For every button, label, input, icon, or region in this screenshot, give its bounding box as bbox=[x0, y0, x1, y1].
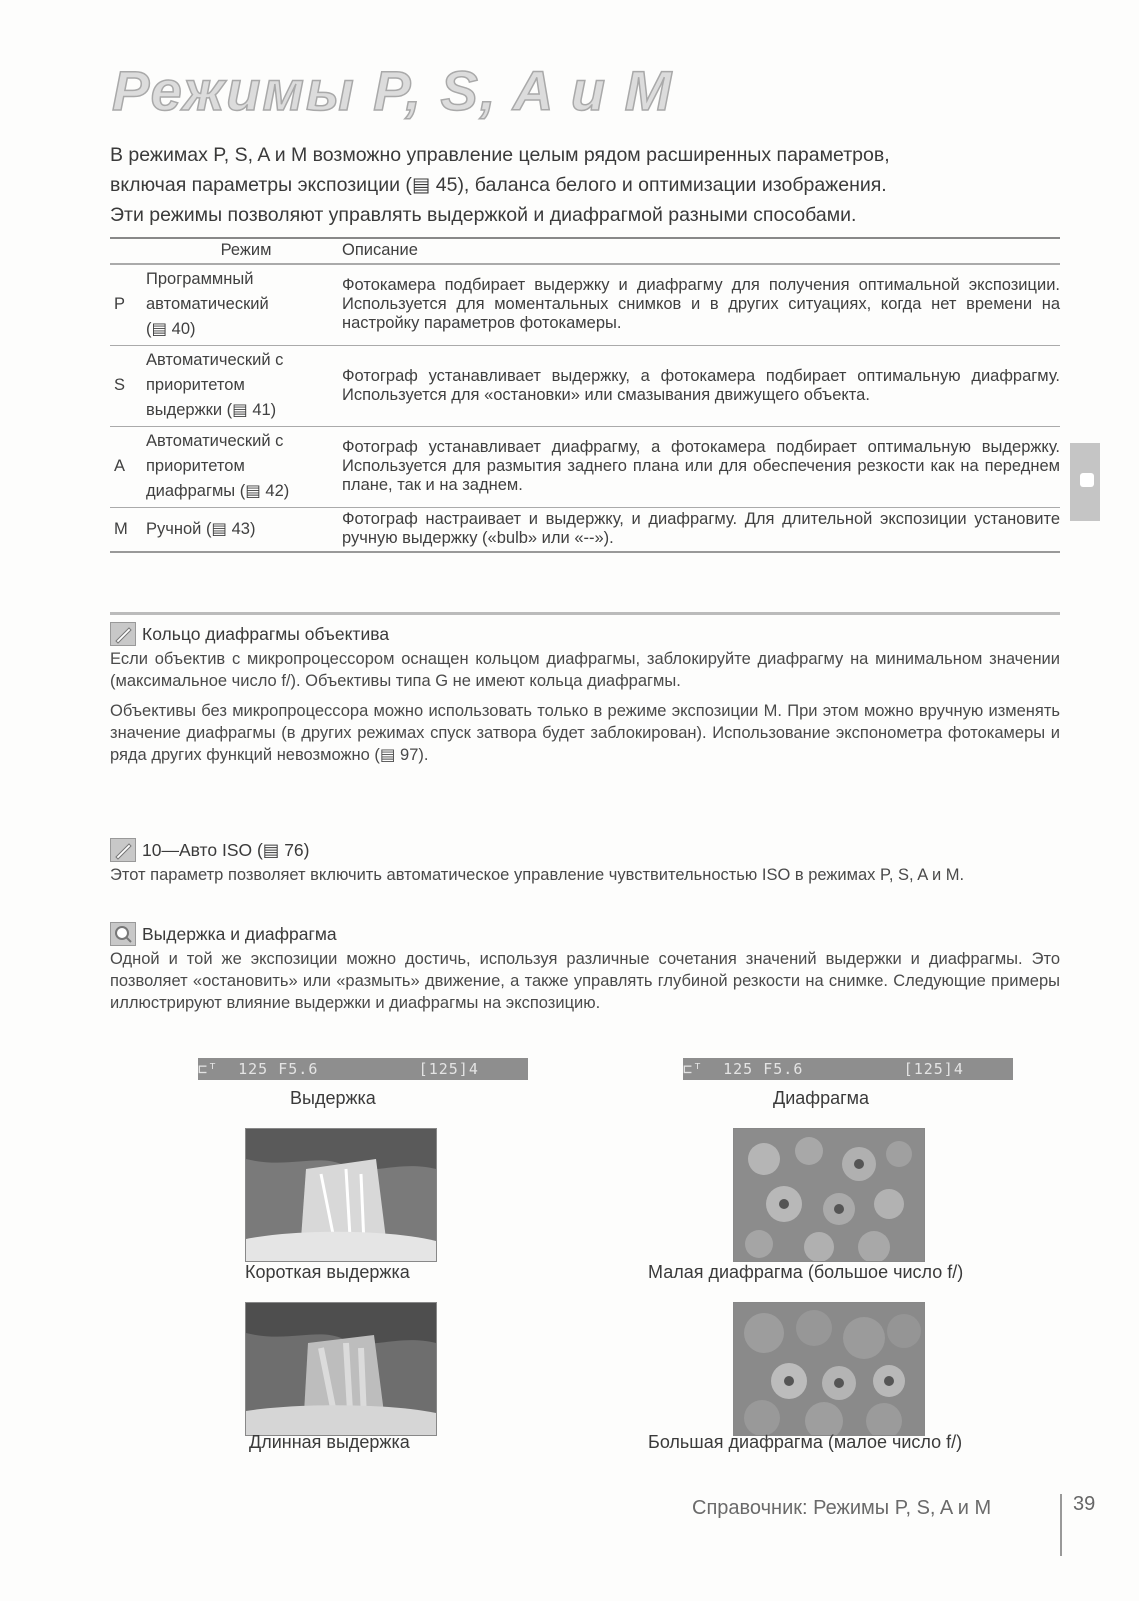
mode-description: Фотограф настраивает и выдержку, и диафрагму. Для длительной экспозиции установите ручную выдержку («bulb» или «--»). bbox=[342, 508, 1060, 553]
photo-large-aperture bbox=[733, 1302, 925, 1436]
column-header-mode: Режим bbox=[110, 238, 342, 264]
note-paragraph: Если объектив с микропроцессором оснащен кольцом диафрагмы, заблокируйте диафрагму на минимальном значении (максимальное число f/). Объективы типа G не имеют кольца диафрагмы. bbox=[110, 650, 1060, 690]
note-paragraph: Объективы без микропроцессора можно использовать только в режиме экспозиции M. При этом можно вручную изменять значение диафрагмы (в других режимах спуск затвора будет заблокирован). Использование экспонометра фотокамеры и ряда других функций невозможно (▤ 97). bbox=[110, 702, 1060, 764]
pencil-icon bbox=[110, 622, 136, 646]
intro-line: В режимах P, S, A и M возможно управление целым рядом расширенных параметров, bbox=[110, 144, 890, 166]
footer-section-title: Справочник: Режимы P, S, A и M bbox=[692, 1497, 992, 1519]
page-number: 39 bbox=[1073, 1493, 1096, 1515]
intro-line: включая параметры экспозиции (▤ 45), баланса белого и оптимизации изображения. bbox=[110, 174, 887, 196]
viewfinder-display-aperture: ⊏ᵀ 125 F5.6 [125]4 bbox=[683, 1058, 1013, 1080]
table-row bbox=[110, 264, 1060, 346]
caption-small-aperture: Малая диафрагма (большое число f/) bbox=[648, 1262, 964, 1282]
modes-table bbox=[110, 237, 1060, 553]
mode-letter: M bbox=[110, 508, 146, 553]
camera-icon bbox=[1080, 473, 1094, 487]
mode-name: Программный автоматический (▤ 40) bbox=[146, 264, 342, 346]
caption-short-shutter: Короткая выдержка bbox=[245, 1262, 410, 1282]
mode-name: Автоматический с приоритетом диафрагмы (▤ 42) bbox=[146, 427, 342, 508]
mode-letter: A bbox=[110, 427, 146, 508]
photo-small-aperture bbox=[733, 1128, 925, 1262]
note-heading bbox=[110, 838, 1060, 862]
shutter-column-label: Выдержка bbox=[290, 1088, 376, 1108]
note-heading-text: Выдержка и диафрагма bbox=[142, 924, 337, 944]
magnifier-icon bbox=[110, 922, 136, 946]
note-heading bbox=[110, 922, 1060, 946]
mode-description: Фотограф устанавливает выдержку, а фотокамера подбирает оптимальную диафрагму. Используется для «остановки» или смазывания движущего объекта. bbox=[342, 346, 1060, 427]
pencil-icon bbox=[110, 838, 136, 862]
intro-line: Эти режимы позволяют управлять выдержкой и диафрагмой разными способами. bbox=[110, 204, 857, 226]
note-auto-iso bbox=[110, 838, 1060, 894]
note-heading-text: 10—Авто ISO (▤ 76) bbox=[142, 840, 310, 860]
note-paragraph: Этот параметр позволяет включить автоматическое управление чувствительностью ISO в режимах P, S, A и M. bbox=[110, 866, 965, 884]
mode-letter: P bbox=[110, 264, 146, 346]
intro-paragraph bbox=[110, 140, 1060, 230]
footer-divider bbox=[1060, 1494, 1062, 1556]
table-row bbox=[110, 346, 1060, 427]
chapter-tab bbox=[1070, 443, 1100, 521]
column-header-description: Описание bbox=[342, 238, 1060, 264]
page-title: Режимы P, S, A и M bbox=[112, 59, 674, 122]
viewfinder-display-shutter: ⊏ᵀ 125 F5.6 [125]4 bbox=[198, 1058, 528, 1080]
table-row bbox=[110, 427, 1060, 508]
note-paragraph: Одной и той же экспозиции можно достичь, используя различные сочетания значений выдержки и диафрагмы. Это позволяет «остановить» или «размыть» движение, а также управлять глубиной резкости на снимке. Следующие примеры иллюстрируют влияние выдержки и диафрагмы на экспозицию. bbox=[110, 950, 1060, 1012]
note-shutter-aperture bbox=[110, 922, 1060, 1022]
caption-large-aperture: Большая диафрагма (малое число f/) bbox=[648, 1432, 963, 1452]
mode-name: Автоматический с приоритетом выдержки (▤ 41) bbox=[146, 346, 342, 427]
mode-name: Ручной (▤ 43) bbox=[146, 508, 342, 553]
table-row bbox=[110, 508, 1060, 553]
photo-short-shutter bbox=[245, 1128, 437, 1262]
note-heading bbox=[110, 622, 1060, 646]
mode-letter: S bbox=[110, 346, 146, 427]
aperture-column-label: Диафрагма bbox=[773, 1088, 870, 1108]
caption-long-shutter: Длинная выдержка bbox=[249, 1432, 410, 1452]
note-aperture-ring bbox=[110, 622, 1060, 774]
photo-long-shutter bbox=[245, 1302, 437, 1436]
mode-description: Фотокамера подбирает выдержку и диафрагму для получения оптимальной экспозиции. Используется для моментальных снимков и в других ситуациях, когда нет времени на настройку параметров фотокамеры. bbox=[342, 264, 1060, 346]
table-header-row bbox=[110, 238, 1060, 264]
mode-description: Фотограф устанавливает диафрагму, а фотокамера подбирает оптимальную выдержку. Используется для размытия заднего плана или для обеспечения резкости как на переднем плане, так и на заднем. bbox=[342, 427, 1060, 508]
section-divider bbox=[110, 612, 1060, 615]
note-heading-text: Кольцо диафрагмы объектива bbox=[142, 624, 390, 644]
